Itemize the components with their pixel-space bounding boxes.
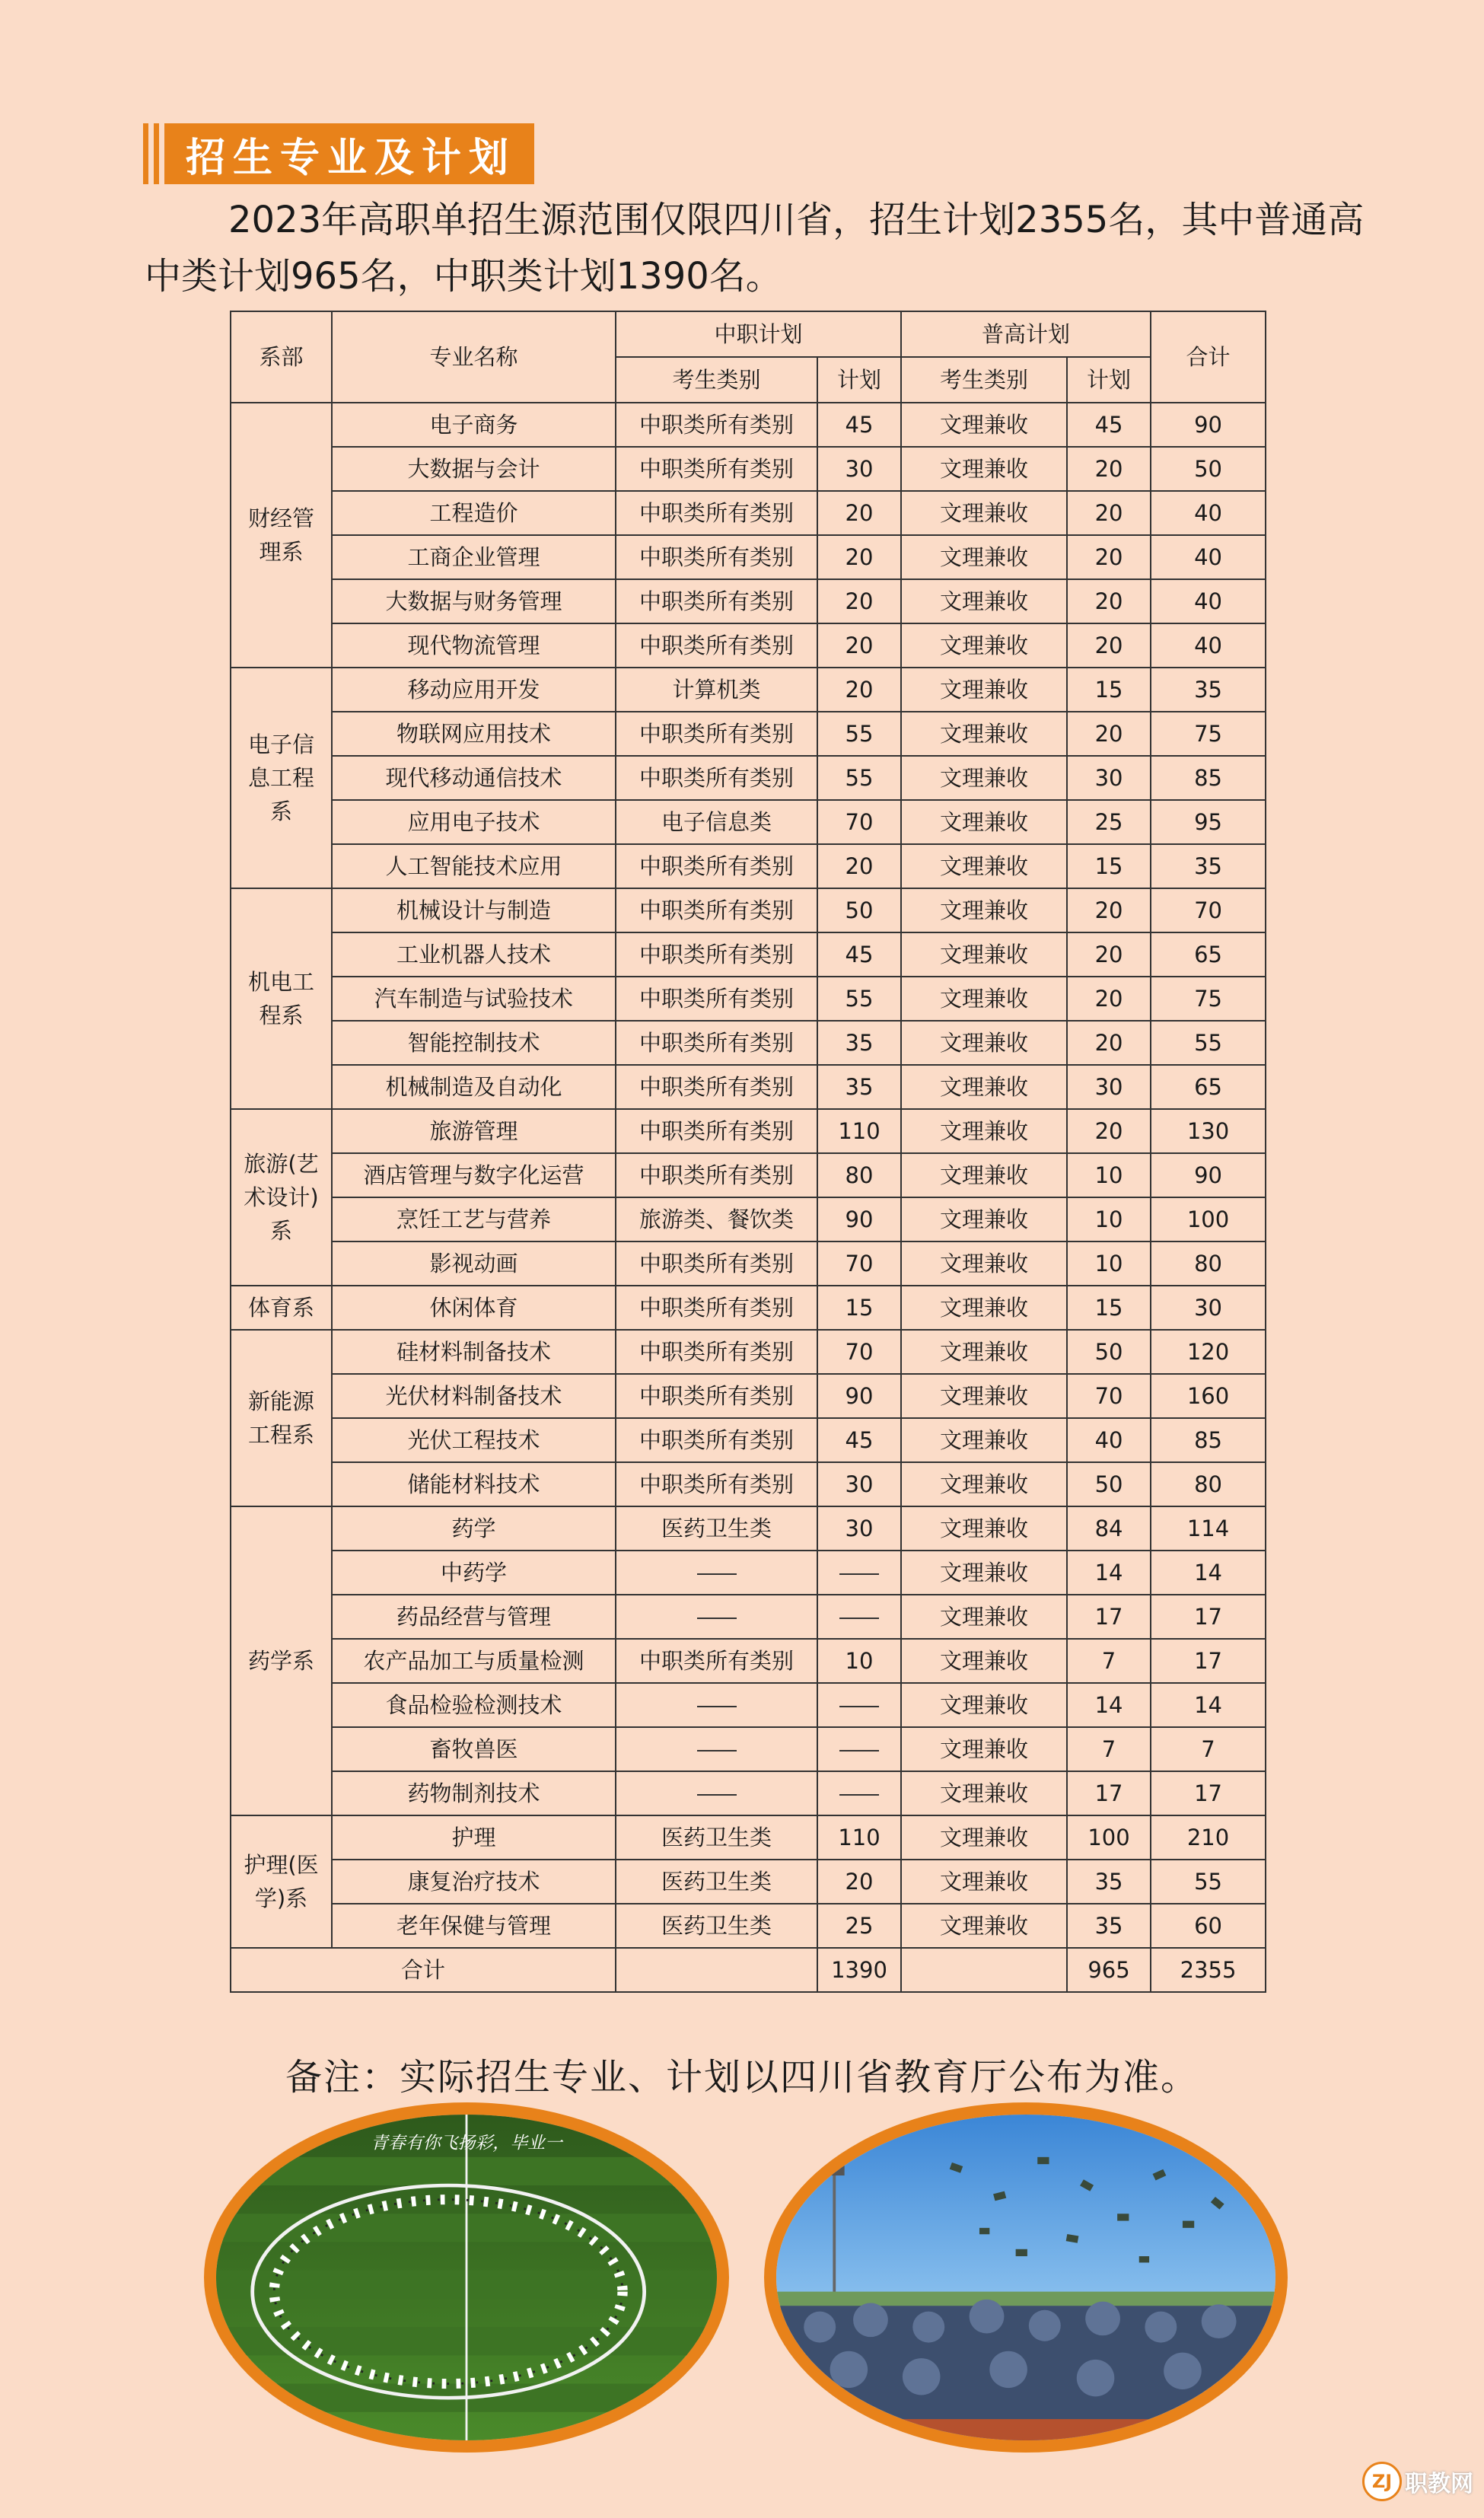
pg-category-cell: 文理兼收 <box>901 1683 1067 1727</box>
major-cell: 畜牧兽医 <box>332 1727 616 1771</box>
pg-count-cell: 50 <box>1067 1462 1151 1506</box>
header-total: 合计 <box>1151 311 1266 403</box>
zz-count-cell: 55 <box>817 712 901 756</box>
major-cell: 护理 <box>332 1815 616 1860</box>
zz-count-cell: 25 <box>817 1904 901 1948</box>
table-row <box>231 623 1266 668</box>
zz-category-cell <box>616 1683 817 1727</box>
major-cell: 旅游管理 <box>332 1109 616 1153</box>
pg-category-cell: 文理兼收 <box>901 491 1067 535</box>
major-cell: 光伏工程技术 <box>332 1418 616 1462</box>
dept-cell: 新能源工程系 <box>231 1330 332 1506</box>
table-row <box>231 888 1266 932</box>
zz-count-cell: 20 <box>817 491 901 535</box>
zz-count-cell <box>817 1727 901 1771</box>
pg-count-cell: 10 <box>1067 1197 1151 1241</box>
total-cell: 40 <box>1151 535 1266 579</box>
empty-dash <box>697 1750 737 1751</box>
zz-category-cell: 中职类所有类别 <box>616 491 817 535</box>
pg-category-cell: 文理兼收 <box>901 1197 1067 1241</box>
table-row <box>231 1683 1266 1727</box>
empty-dash <box>697 1794 737 1796</box>
table-row <box>231 668 1266 712</box>
total-cell: 40 <box>1151 623 1266 668</box>
empty-dash <box>839 1750 879 1751</box>
zz-count-cell <box>817 1551 901 1595</box>
table-row <box>231 1904 1266 1948</box>
major-cell: 应用电子技术 <box>332 800 616 844</box>
pg-count-cell: 7 <box>1067 1727 1151 1771</box>
pg-category-cell: 文理兼收 <box>901 1727 1067 1771</box>
pg-category-cell: 文理兼收 <box>901 1241 1067 1286</box>
zz-category-cell: 中职类所有类别 <box>616 888 817 932</box>
zz-category-cell: 中职类所有类别 <box>616 844 817 888</box>
zz-category-cell: 中职类所有类别 <box>616 932 817 977</box>
header-dept: 系部 <box>231 311 332 403</box>
major-cell: 影视动画 <box>332 1241 616 1286</box>
total-zz: 1390 <box>817 1948 901 1992</box>
dept-cell: 电子信息工程系 <box>231 668 332 888</box>
pg-category-cell: 文理兼收 <box>901 1860 1067 1904</box>
table-row <box>231 579 1266 623</box>
photo-students-circle <box>204 2102 729 2453</box>
table-row <box>231 1197 1266 1241</box>
major-cell: 工业机器人技术 <box>332 932 616 977</box>
pg-count-cell: 45 <box>1067 403 1151 447</box>
major-cell: 电子商务 <box>332 403 616 447</box>
zz-category-cell: 中职类所有类别 <box>616 1639 817 1683</box>
table-row <box>231 1065 1266 1109</box>
zz-count-cell: 55 <box>817 977 901 1021</box>
table-row <box>231 1815 1266 1860</box>
table-body <box>231 403 1266 1948</box>
pg-category-cell: 文理兼收 <box>901 579 1067 623</box>
pg-count-cell: 10 <box>1067 1241 1151 1286</box>
total-cell: 35 <box>1151 668 1266 712</box>
pg-category-cell: 文理兼收 <box>901 1109 1067 1153</box>
total-cell: 17 <box>1151 1595 1266 1639</box>
dept-cell: 旅游(艺术设计)系 <box>231 1109 332 1286</box>
zz-count-cell: 45 <box>817 403 901 447</box>
zz-count-cell: 20 <box>817 623 901 668</box>
pg-count-cell: 14 <box>1067 1683 1151 1727</box>
pg-count-cell: 30 <box>1067 756 1151 800</box>
pg-category-cell: 文理兼收 <box>901 932 1067 977</box>
zz-category-cell: 中职类所有类别 <box>616 977 817 1021</box>
zz-category-cell: 中职类所有类别 <box>616 1241 817 1286</box>
major-cell: 汽车制造与试验技术 <box>332 977 616 1021</box>
empty-dash <box>697 1618 737 1619</box>
total-cell: 90 <box>1151 1153 1266 1197</box>
table-row <box>231 1727 1266 1771</box>
photo-graduation <box>764 2102 1288 2453</box>
table-row <box>231 932 1266 977</box>
total-label: 合计 <box>231 1948 616 1992</box>
zz-count-cell <box>817 1683 901 1727</box>
zz-count-cell: 110 <box>817 1815 901 1860</box>
zz-count-cell: 70 <box>817 1241 901 1286</box>
zz-category-cell: 中职类所有类别 <box>616 579 817 623</box>
zz-count-cell <box>817 1595 901 1639</box>
table-row <box>231 1506 1266 1551</box>
pg-category-cell: 文理兼收 <box>901 1330 1067 1374</box>
major-cell: 老年保健与管理 <box>332 1904 616 1948</box>
major-cell: 大数据与财务管理 <box>332 579 616 623</box>
zz-category-cell: 中职类所有类别 <box>616 1109 817 1153</box>
pg-category-cell: 文理兼收 <box>901 1153 1067 1197</box>
table-row <box>231 1330 1266 1374</box>
total-cell: 50 <box>1151 447 1266 491</box>
zz-category-cell <box>616 1551 817 1595</box>
total-cell: 210 <box>1151 1815 1266 1860</box>
pg-count-cell: 20 <box>1067 932 1151 977</box>
table-row <box>231 1418 1266 1462</box>
major-cell: 智能控制技术 <box>332 1021 616 1065</box>
pg-count-cell: 84 <box>1067 1506 1151 1551</box>
zz-count-cell: 70 <box>817 1330 901 1374</box>
empty-dash <box>839 1706 879 1707</box>
major-cell: 大数据与会计 <box>332 447 616 491</box>
pg-category-cell: 文理兼收 <box>901 1286 1067 1330</box>
zz-category-cell: 中职类所有类别 <box>616 447 817 491</box>
major-cell: 机械制造及自动化 <box>332 1065 616 1109</box>
zz-category-cell: 中职类所有类别 <box>616 1065 817 1109</box>
table-row <box>231 756 1266 800</box>
major-cell: 中药学 <box>332 1551 616 1595</box>
zz-count-cell: 110 <box>817 1109 901 1153</box>
major-cell: 储能材料技术 <box>332 1462 616 1506</box>
major-cell: 现代移动通信技术 <box>332 756 616 800</box>
zz-category-cell: 旅游类、餐饮类 <box>616 1197 817 1241</box>
total-cell: 7 <box>1151 1727 1266 1771</box>
pg-category-cell: 文理兼收 <box>901 623 1067 668</box>
zz-count-cell: 20 <box>817 579 901 623</box>
total-cell: 130 <box>1151 1109 1266 1153</box>
total-cell: 75 <box>1151 977 1266 1021</box>
major-cell: 人工智能技术应用 <box>332 844 616 888</box>
zz-category-cell <box>616 1595 817 1639</box>
major-cell: 药学 <box>332 1506 616 1551</box>
table-row <box>231 1771 1266 1815</box>
empty-dash <box>697 1706 737 1707</box>
major-cell: 工商企业管理 <box>332 535 616 579</box>
header-pg-count: 计划 <box>1067 357 1151 403</box>
zz-category-cell: 中职类所有类别 <box>616 1286 817 1330</box>
total-cell: 114 <box>1151 1506 1266 1551</box>
major-cell: 现代物流管理 <box>332 623 616 668</box>
zz-category-cell: 中职类所有类别 <box>616 1462 817 1506</box>
pg-count-cell: 20 <box>1067 1021 1151 1065</box>
major-cell: 休闲体育 <box>332 1286 616 1330</box>
total-cell: 85 <box>1151 1418 1266 1462</box>
pg-count-cell: 100 <box>1067 1815 1151 1860</box>
header-pg-plan: 普高计划 <box>901 311 1151 357</box>
table-row <box>231 1551 1266 1595</box>
pg-category-cell: 文理兼收 <box>901 712 1067 756</box>
zz-count-cell: 30 <box>817 1462 901 1506</box>
intro-paragraph: 2023年高职单招生源范围仅限四川省，招生计划2355名，其中普通高中类计划965名，中职类计划1390名。 <box>145 199 1365 298</box>
total-cell: 40 <box>1151 579 1266 623</box>
total-cell: 80 <box>1151 1462 1266 1506</box>
zz-count-cell: 90 <box>817 1374 901 1418</box>
zz-count-cell: 20 <box>817 1860 901 1904</box>
pg-count-cell: 20 <box>1067 623 1151 668</box>
zz-count-cell: 45 <box>817 1418 901 1462</box>
total-cell: 80 <box>1151 1241 1266 1286</box>
pg-count-cell: 20 <box>1067 888 1151 932</box>
zz-count-cell: 20 <box>817 668 901 712</box>
major-cell: 移动应用开发 <box>332 668 616 712</box>
photo-caption: 青春有你飞扬彩，毕业一 <box>371 2133 562 2153</box>
pg-count-cell: 20 <box>1067 1109 1151 1153</box>
empty-dash <box>839 1794 879 1796</box>
total-zz-category <box>616 1948 817 1992</box>
pg-count-cell: 35 <box>1067 1860 1151 1904</box>
total-pg: 965 <box>1067 1948 1151 1992</box>
empty-dash <box>839 1618 879 1619</box>
zz-category-cell: 中职类所有类别 <box>616 712 817 756</box>
pg-category-cell: 文理兼收 <box>901 1021 1067 1065</box>
zz-count-cell: 90 <box>817 1197 901 1241</box>
table-row <box>231 977 1266 1021</box>
pg-count-cell: 25 <box>1067 800 1151 844</box>
dept-cell: 体育系 <box>231 1286 332 1330</box>
total-cell: 120 <box>1151 1330 1266 1374</box>
header-zz-count: 计划 <box>817 357 901 403</box>
pg-category-cell: 文理兼收 <box>901 1462 1067 1506</box>
zz-count-cell: 20 <box>817 844 901 888</box>
pg-category-cell: 文理兼收 <box>901 403 1067 447</box>
table-row <box>231 1462 1266 1506</box>
pg-count-cell: 70 <box>1067 1374 1151 1418</box>
zz-category-cell: 中职类所有类别 <box>616 1153 817 1197</box>
zj-logo-icon: ZJ <box>1362 2462 1402 2501</box>
zz-count-cell: 35 <box>817 1065 901 1109</box>
zz-category-cell: 中职类所有类别 <box>616 1374 817 1418</box>
zz-count-cell: 55 <box>817 756 901 800</box>
header-accent-bar <box>154 123 159 184</box>
table-row <box>231 535 1266 579</box>
total-cell: 90 <box>1151 403 1266 447</box>
total-cell: 95 <box>1151 800 1266 844</box>
major-cell: 机械设计与制造 <box>332 888 616 932</box>
section-header <box>143 123 534 184</box>
pg-category-cell: 文理兼收 <box>901 800 1067 844</box>
major-cell: 光伏材料制备技术 <box>332 1374 616 1418</box>
total-cell: 75 <box>1151 712 1266 756</box>
major-cell: 工程造价 <box>332 491 616 535</box>
zz-count-cell: 20 <box>817 535 901 579</box>
total-cell: 85 <box>1151 756 1266 800</box>
total-cell: 65 <box>1151 1065 1266 1109</box>
pg-category-cell: 文理兼收 <box>901 1595 1067 1639</box>
table-row <box>231 491 1266 535</box>
header-pg-category: 考生类别 <box>901 357 1067 403</box>
zz-category-cell: 中职类所有类别 <box>616 1418 817 1462</box>
total-cell: 14 <box>1151 1683 1266 1727</box>
major-cell: 硅材料制备技术 <box>332 1330 616 1374</box>
watermark-text: 职教网 <box>1405 2471 1473 2497</box>
pg-category-cell: 文理兼收 <box>901 1506 1067 1551</box>
pg-category-cell: 文理兼收 <box>901 888 1067 932</box>
section-title: 招生专业及计划 <box>164 123 534 184</box>
pg-category-cell: 文理兼收 <box>901 756 1067 800</box>
table-row <box>231 800 1266 844</box>
pg-count-cell: 20 <box>1067 977 1151 1021</box>
table-row <box>231 1153 1266 1197</box>
zz-category-cell: 中职类所有类别 <box>616 535 817 579</box>
total-cell: 55 <box>1151 1860 1266 1904</box>
table-row <box>231 844 1266 888</box>
major-cell: 食品检验检测技术 <box>332 1683 616 1727</box>
pg-category-cell: 文理兼收 <box>901 1771 1067 1815</box>
major-cell: 酒店管理与数字化运营 <box>332 1153 616 1197</box>
dept-cell: 财经管理系 <box>231 403 332 668</box>
pg-category-cell: 文理兼收 <box>901 1065 1067 1109</box>
pg-category-cell: 文理兼收 <box>901 1815 1067 1860</box>
zz-count-cell: 70 <box>817 800 901 844</box>
pg-count-cell: 7 <box>1067 1639 1151 1683</box>
header-zz-plan: 中职计划 <box>616 311 901 357</box>
pg-category-cell: 文理兼收 <box>901 1418 1067 1462</box>
dept-cell: 护理(医学)系 <box>231 1815 332 1948</box>
major-cell: 烹饪工艺与营养 <box>332 1197 616 1241</box>
total-cell: 70 <box>1151 888 1266 932</box>
pg-count-cell: 20 <box>1067 579 1151 623</box>
zz-category-cell: 医药卫生类 <box>616 1904 817 1948</box>
total-cell: 40 <box>1151 491 1266 535</box>
zz-count-cell: 10 <box>817 1639 901 1683</box>
total-cell: 14 <box>1151 1551 1266 1595</box>
table-row <box>231 1374 1266 1418</box>
pg-count-cell: 10 <box>1067 1153 1151 1197</box>
pg-count-cell: 30 <box>1067 1065 1151 1109</box>
major-cell: 康复治疗技术 <box>332 1860 616 1904</box>
pg-category-cell: 文理兼收 <box>901 977 1067 1021</box>
empty-dash <box>697 1573 737 1575</box>
total-pg-category <box>901 1948 1067 1992</box>
header-major: 专业名称 <box>332 311 616 403</box>
zz-category-cell: 医药卫生类 <box>616 1815 817 1860</box>
table-row <box>231 1639 1266 1683</box>
empty-dash <box>839 1573 879 1575</box>
pg-count-cell: 17 <box>1067 1771 1151 1815</box>
pg-category-cell: 文理兼收 <box>901 1639 1067 1683</box>
total-cell: 17 <box>1151 1639 1266 1683</box>
zz-count-cell: 50 <box>817 888 901 932</box>
dept-cell: 机电工程系 <box>231 888 332 1109</box>
pg-category-cell: 文理兼收 <box>901 1374 1067 1418</box>
zz-category-cell: 中职类所有类别 <box>616 403 817 447</box>
table-row <box>231 1595 1266 1639</box>
dept-cell: 药学系 <box>231 1506 332 1815</box>
zz-category-cell: 中职类所有类别 <box>616 1021 817 1065</box>
zz-category-cell: 医药卫生类 <box>616 1860 817 1904</box>
total-cell: 55 <box>1151 1021 1266 1065</box>
pg-category-cell: 文理兼收 <box>901 844 1067 888</box>
header-accent-bar <box>143 123 148 184</box>
total-cell: 100 <box>1151 1197 1266 1241</box>
zz-category-cell: 医药卫生类 <box>616 1506 817 1551</box>
pg-count-cell: 50 <box>1067 1330 1151 1374</box>
pg-count-cell: 20 <box>1067 447 1151 491</box>
pg-count-cell: 20 <box>1067 491 1151 535</box>
pg-count-cell: 15 <box>1067 668 1151 712</box>
watermark-logo <box>1362 2462 1473 2501</box>
total-cell: 160 <box>1151 1374 1266 1418</box>
pg-count-cell: 14 <box>1067 1551 1151 1595</box>
zz-category-cell: 中职类所有类别 <box>616 756 817 800</box>
total-cell: 65 <box>1151 932 1266 977</box>
pg-count-cell: 20 <box>1067 535 1151 579</box>
total-cell: 60 <box>1151 1904 1266 1948</box>
zz-count-cell <box>817 1771 901 1815</box>
zz-category-cell <box>616 1771 817 1815</box>
pg-count-cell: 40 <box>1067 1418 1151 1462</box>
zz-count-cell: 45 <box>817 932 901 977</box>
table-row <box>231 1109 1266 1153</box>
pg-count-cell: 17 <box>1067 1595 1151 1639</box>
zz-count-cell: 15 <box>817 1286 901 1330</box>
zz-count-cell: 80 <box>817 1153 901 1197</box>
zz-count-cell: 30 <box>817 1506 901 1551</box>
table-row <box>231 1241 1266 1286</box>
pg-count-cell: 15 <box>1067 1286 1151 1330</box>
table-row <box>231 1860 1266 1904</box>
zz-category-cell: 中职类所有类别 <box>616 1330 817 1374</box>
pg-category-cell: 文理兼收 <box>901 668 1067 712</box>
footnote: 备注：实际招生专业、计划以四川省教育厅公布为准。 <box>285 2056 1199 2099</box>
major-cell: 药品经营与管理 <box>332 1595 616 1639</box>
pg-category-cell: 文理兼收 <box>901 1904 1067 1948</box>
major-cell: 农产品加工与质量检测 <box>332 1639 616 1683</box>
pg-category-cell: 文理兼收 <box>901 447 1067 491</box>
table-row <box>231 712 1266 756</box>
pg-category-cell: 文理兼收 <box>901 1551 1067 1595</box>
zz-count-cell: 35 <box>817 1021 901 1065</box>
total-cell: 35 <box>1151 844 1266 888</box>
total-cell: 30 <box>1151 1286 1266 1330</box>
table-row <box>231 1021 1266 1065</box>
major-cell: 物联网应用技术 <box>332 712 616 756</box>
pg-category-cell: 文理兼收 <box>901 535 1067 579</box>
zz-category-cell: 计算机类 <box>616 668 817 712</box>
table-row <box>231 1286 1266 1330</box>
pg-count-cell: 20 <box>1067 712 1151 756</box>
pg-count-cell: 15 <box>1067 844 1151 888</box>
zz-count-cell: 30 <box>817 447 901 491</box>
total-cell: 17 <box>1151 1771 1266 1815</box>
table-row <box>231 447 1266 491</box>
total-all: 2355 <box>1151 1948 1266 1992</box>
header-zz-category: 考生类别 <box>616 357 817 403</box>
enrollment-plan-table <box>230 311 1266 1993</box>
zz-category-cell: 电子信息类 <box>616 800 817 844</box>
table-row <box>231 403 1266 447</box>
zz-category-cell: 中职类所有类别 <box>616 623 817 668</box>
zz-category-cell <box>616 1727 817 1771</box>
pg-count-cell: 35 <box>1067 1904 1151 1948</box>
major-cell: 药物制剂技术 <box>332 1771 616 1815</box>
total-row <box>231 1948 1266 1992</box>
